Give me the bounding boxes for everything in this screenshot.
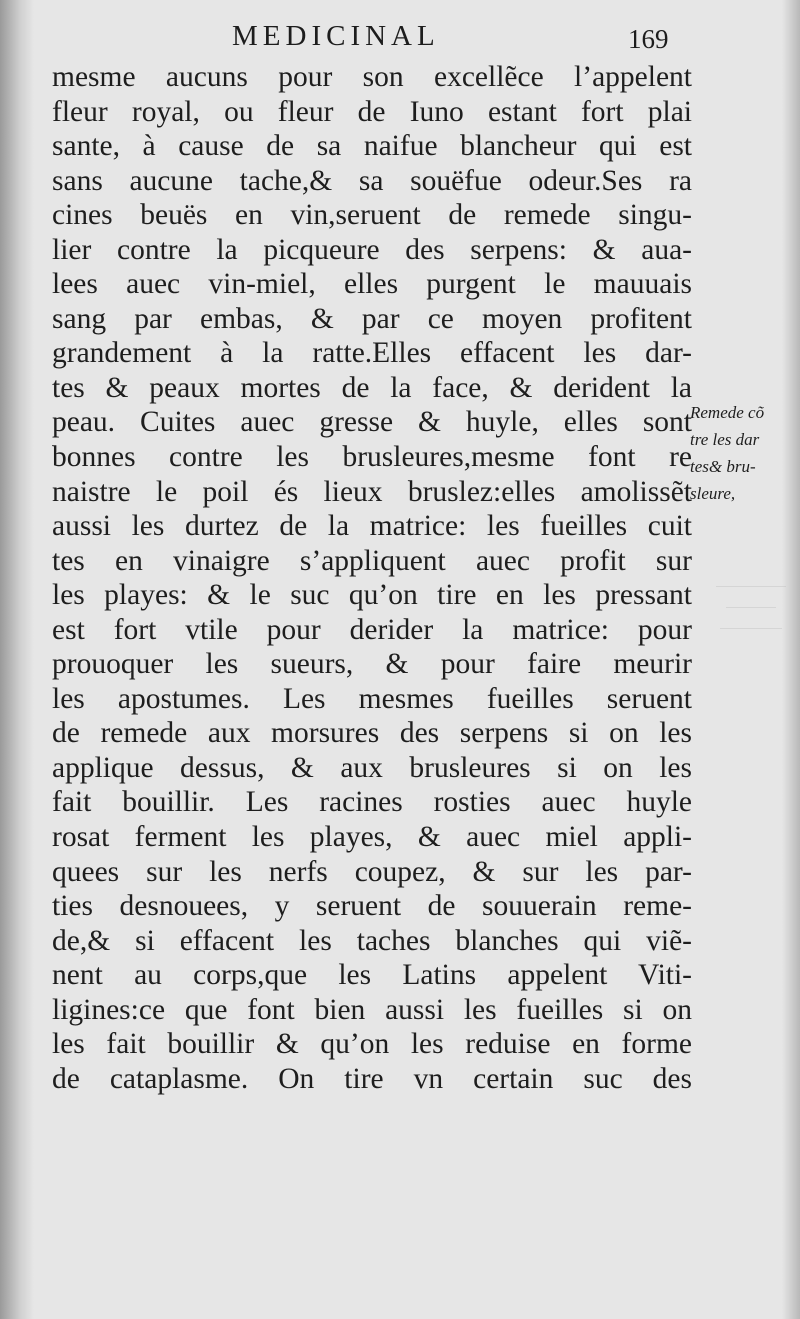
text-line: tes en vinaigre s’appliquent auec profit sur bbox=[52, 544, 692, 577]
text-line: de cataplasme. On tire vn certain suc des bbox=[52, 1062, 692, 1095]
margin-note-line: Remede cõ bbox=[690, 403, 765, 422]
text-line: les fait bouillir & qu’on les reduise en forme bbox=[52, 1028, 692, 1061]
text-line: lees auec vin-miel, elles purgent le mauuais bbox=[52, 268, 692, 301]
show-through-mark bbox=[716, 566, 786, 656]
text-line: ligines:ce que font bien aussi les fueilles si on bbox=[52, 993, 692, 1026]
text-line: fait bouillir. Les racines rosties auec huyle bbox=[52, 786, 692, 819]
margin-note bbox=[690, 399, 790, 507]
text-line: de remede aux morsures des serpens si on les bbox=[52, 717, 692, 750]
text-line: mesme aucuns pour son excellẽce l’appelent bbox=[52, 61, 692, 93]
margin-note-line: sleure, bbox=[690, 484, 736, 503]
text-line: prouoquer les sueurs, & pour faire meurir bbox=[52, 648, 692, 681]
text-line: peau. Cuites auec gresse & huyle, elles sont bbox=[52, 406, 692, 439]
text-line: bonnes contre les brusleures,mesme font re bbox=[52, 441, 692, 474]
text-line: nent au corps,que les Latins appelent Viti- bbox=[52, 959, 692, 992]
page-header bbox=[0, 14, 800, 54]
text-line: sante, à cause de sa naifue blancheur qui est bbox=[52, 130, 692, 163]
text-line: cines beuës en vin,seruent de remede singu- bbox=[52, 199, 692, 232]
text-line: sang par embas, & par ce moyen profitent bbox=[52, 302, 692, 335]
margin-note-line: tre les dar bbox=[690, 430, 760, 449]
text-line: les apostumes. Les mesmes fueilles seruent bbox=[52, 682, 692, 715]
text-line: les playes: & le suc qu’on tire en les pressant bbox=[52, 579, 692, 612]
body-text bbox=[52, 60, 692, 1096]
text-line: ties desnouees, y seruent de souuerain reme- bbox=[52, 890, 692, 923]
text-line: fleur royal, ou fleur de Iuno estant fort plai bbox=[52, 95, 692, 128]
text-line: rosat ferment les playes, & auec miel appli- bbox=[52, 821, 692, 854]
running-head: MEDICINAL bbox=[232, 20, 440, 52]
text-line: lier contre la picqueure des serpens: & aua- bbox=[52, 233, 692, 266]
text-line: sans aucune tache,& sa souëfue odeur.Ses ra bbox=[52, 164, 692, 197]
text-line: tes & peaux mortes de la face, & derident la bbox=[52, 371, 692, 404]
text-line: applique dessus, & aux brusleures si on les bbox=[52, 751, 692, 784]
text-line: de,& si effacent les taches blanches qui viẽ- bbox=[52, 924, 692, 957]
margin-note-line: tes& bru- bbox=[690, 457, 756, 476]
text-line: est fort vtile pour derider la matrice: pour bbox=[52, 613, 692, 646]
text-line: naistre le poil és lieux bruslez:elles amolissẽt bbox=[52, 475, 692, 508]
text-line: aussi les durtez de la matrice: les fueilles cuit bbox=[52, 510, 692, 543]
page-number: 169 bbox=[628, 24, 669, 54]
text-line: grandement à la ratte.Elles effacent les dar- bbox=[52, 337, 692, 370]
text-line: quees sur les nerfs coupez, & sur les par- bbox=[52, 855, 692, 888]
